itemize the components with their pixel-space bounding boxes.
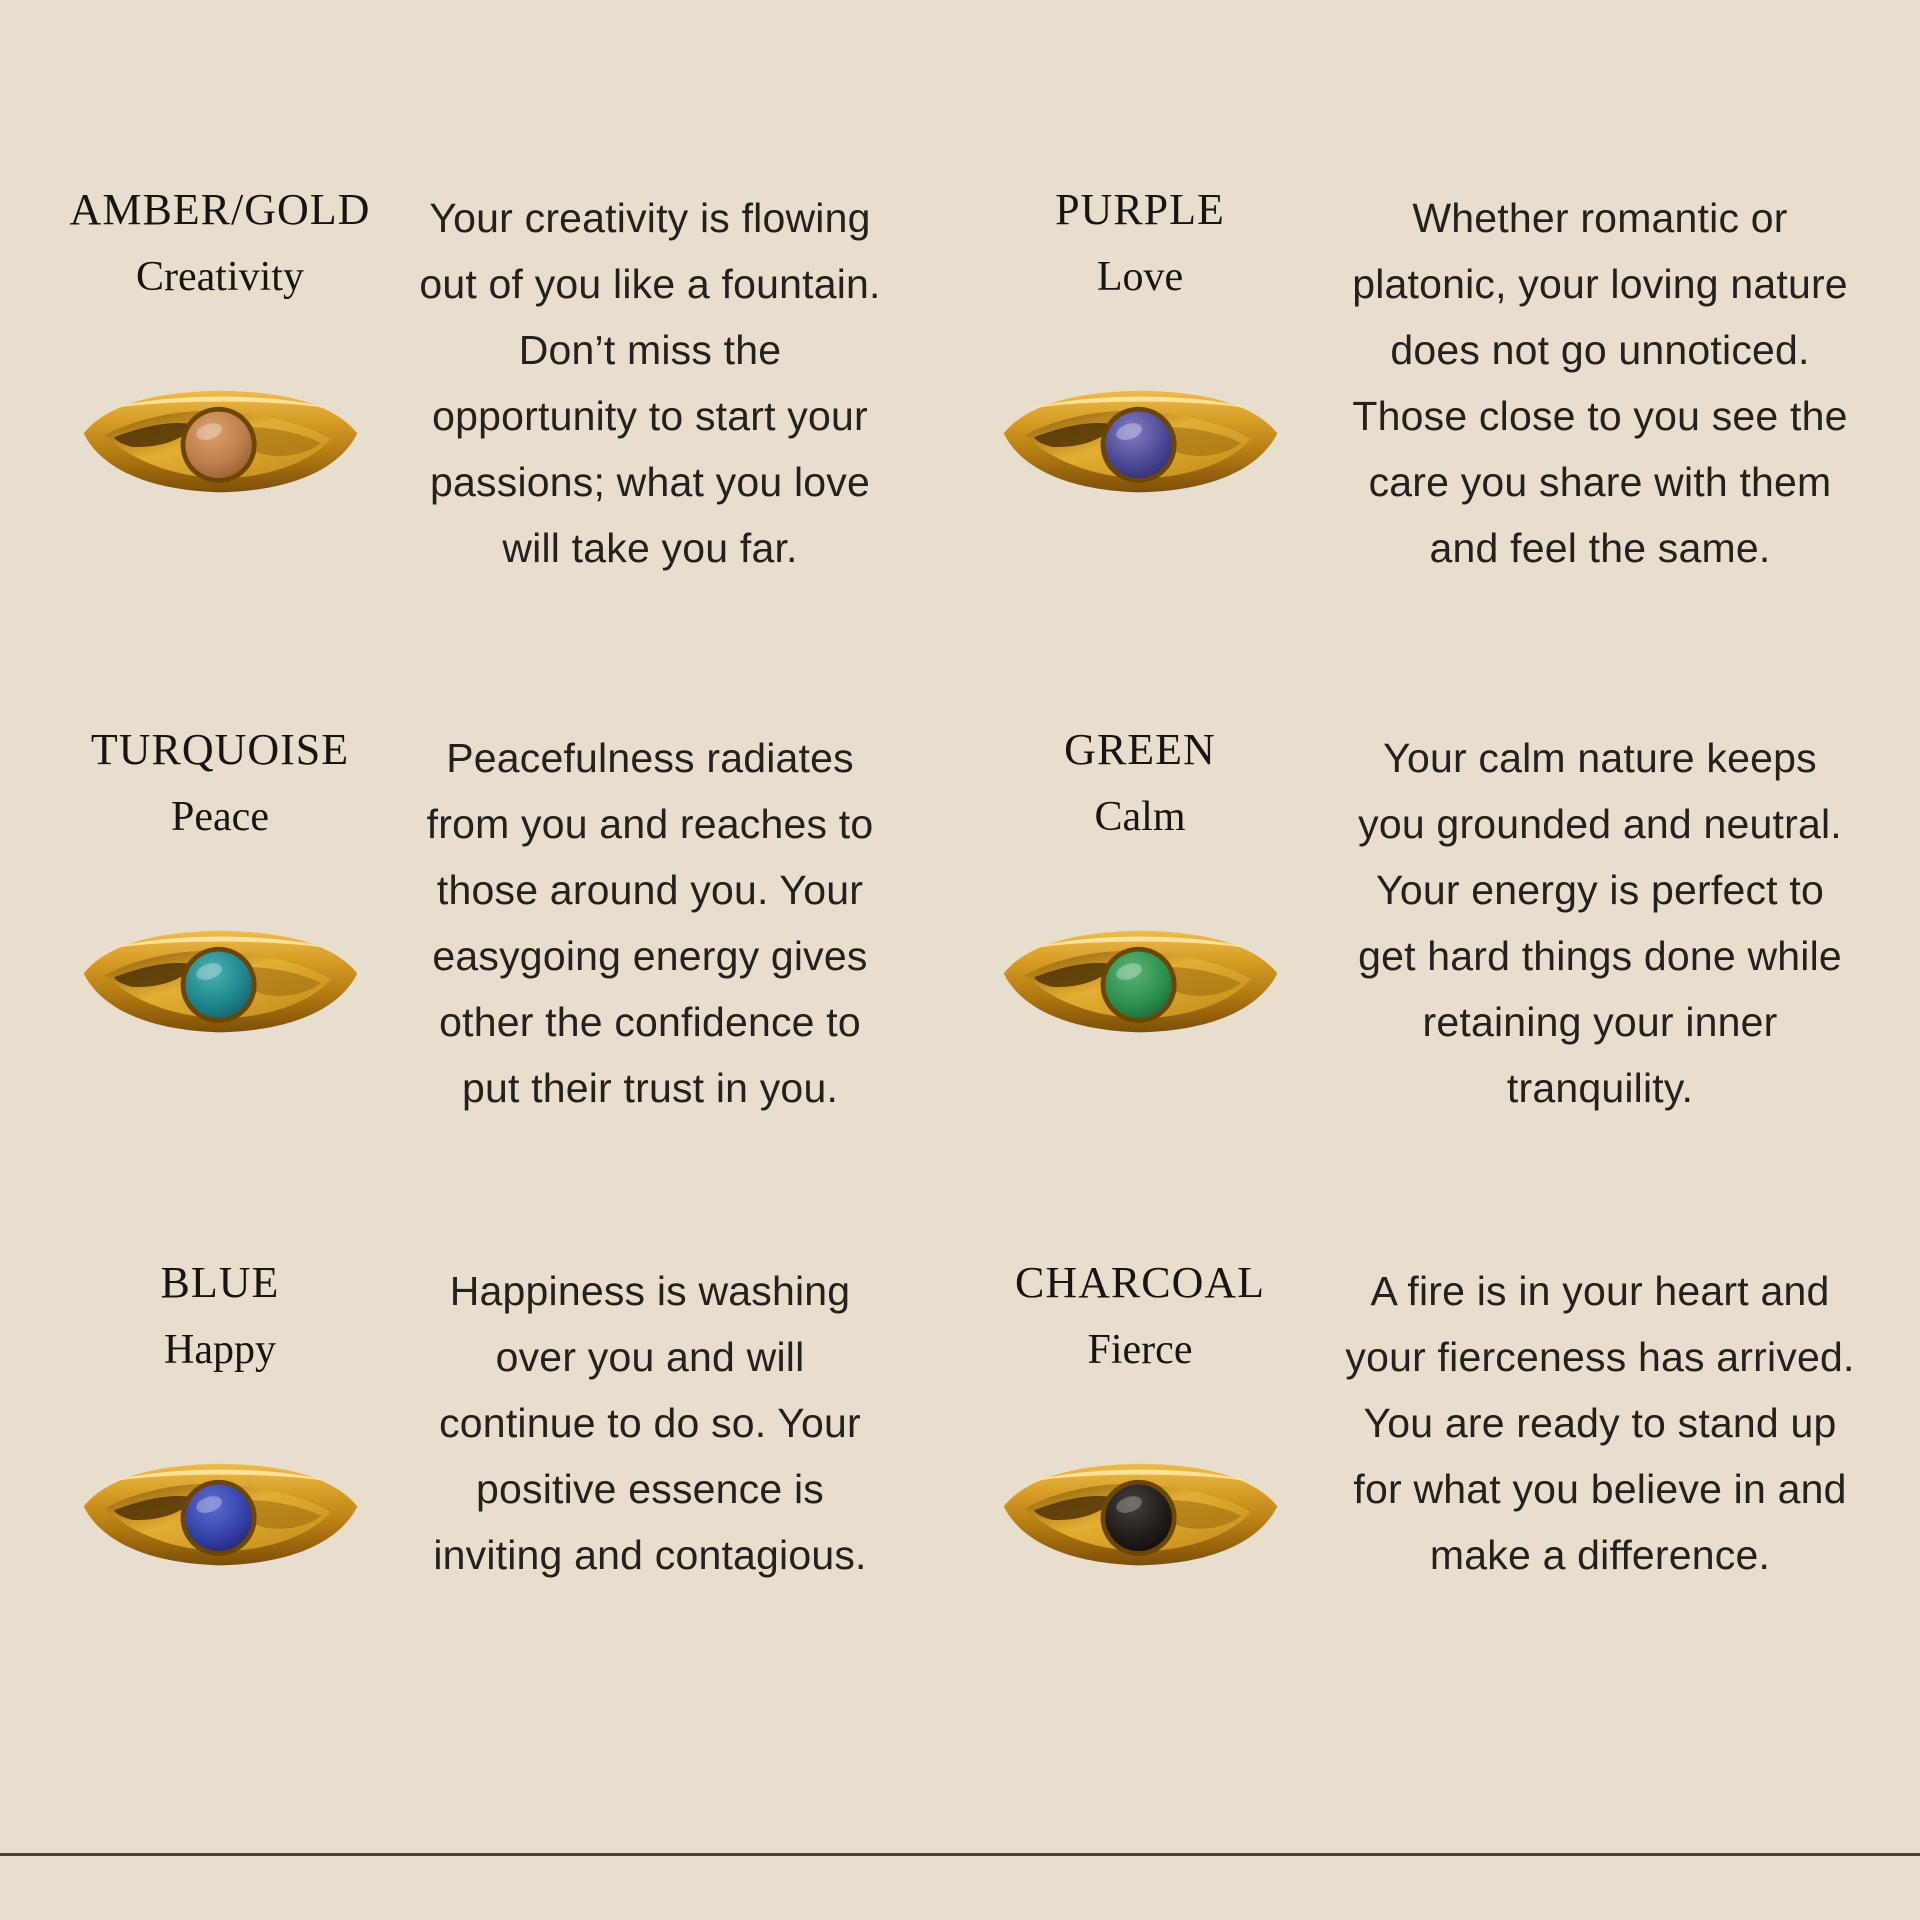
gold-signet-ring-purple-stone-image <box>998 380 1283 504</box>
gold-signet-ring-turquoise-stone-image <box>78 920 363 1044</box>
mood-label: Fierce <box>1087 1327 1193 1373</box>
description-turquoise <box>370 725 930 1121</box>
description-charcoal <box>1320 1258 1880 1588</box>
description-line: You are ready to stand up <box>1363 1400 1837 1446</box>
description-line: and feel the same. <box>1429 525 1771 571</box>
description-line: easygoing energy gives <box>432 933 868 979</box>
row-3 <box>0 1233 1920 1703</box>
description-line: A fire is in your heart and <box>1370 1268 1830 1314</box>
row-1 <box>0 160 1920 630</box>
section-purple <box>955 160 1325 504</box>
description-purple <box>1320 185 1880 581</box>
description-line: passions; what you love <box>430 459 870 505</box>
description-amber-gold <box>370 185 930 581</box>
description-line: retaining your inner <box>1422 999 1778 1045</box>
row-2 <box>0 700 1920 1170</box>
description-line: Your energy is perfect to <box>1376 867 1824 913</box>
section-turquoise <box>40 700 400 1044</box>
description-line: other the confidence to <box>439 999 861 1045</box>
description-line: Happiness is washing <box>449 1268 851 1314</box>
description-line: put their trust in you. <box>461 1065 839 1111</box>
description-line: care you share with them <box>1368 459 1832 505</box>
description-line: those around you. Your <box>436 867 864 913</box>
description-line: will take you far. <box>502 525 798 571</box>
description-line: platonic, your loving nature <box>1352 261 1848 307</box>
color-name-label: AMBER/GOLD <box>69 185 371 234</box>
description-line: from you and reaches to <box>426 801 874 847</box>
color-name-label: BLUE <box>160 1258 280 1307</box>
description-line: opportunity to start your <box>432 393 868 439</box>
description-line: over you and will <box>495 1334 805 1380</box>
description-line: does not go unnoticed. <box>1390 327 1810 373</box>
section-green <box>955 700 1325 1044</box>
description-line: Your calm nature keeps <box>1383 735 1817 781</box>
description-line: for what you believe in and <box>1353 1466 1847 1512</box>
section-charcoal <box>955 1233 1325 1577</box>
description-line: Don’t miss the <box>518 327 782 373</box>
description-line: Peacefulness radiates <box>446 735 854 781</box>
description-line: continue to do so. Your <box>439 1400 861 1446</box>
gold-signet-ring-green-stone-image <box>998 920 1283 1044</box>
section-amber-gold <box>40 160 400 504</box>
description-line: positive essence is <box>476 1466 824 1512</box>
description-line: out of you like a fountain. <box>419 261 881 307</box>
mood-label: Happy <box>164 1327 276 1373</box>
description-line: you grounded and neutral. <box>1358 801 1842 847</box>
description-line: get hard things done while <box>1358 933 1842 979</box>
mood-label: Love <box>1096 254 1184 300</box>
mood-label: Calm <box>1094 794 1186 840</box>
description-line: make a difference. <box>1429 1532 1771 1578</box>
description-line: tranquility. <box>1506 1065 1694 1111</box>
mood-label: Creativity <box>136 254 304 300</box>
description-line: your fierceness has arrived. <box>1345 1334 1855 1380</box>
gold-signet-ring-blue-stone-image <box>78 1453 363 1577</box>
color-name-label: GREEN <box>1064 725 1216 774</box>
section-blue <box>40 1233 400 1577</box>
color-name-label: PURPLE <box>1055 185 1225 234</box>
color-name-label: CHARCOAL <box>1014 1258 1266 1307</box>
gold-signet-ring-black-stone-image <box>998 1453 1283 1577</box>
mood-label: Peace <box>171 794 269 840</box>
description-line: Your creativity is flowing <box>429 195 871 241</box>
color-name-label: TURQUOISE <box>90 725 350 774</box>
gold-signet-ring-amber-stone-image <box>78 380 363 504</box>
description-blue <box>370 1258 930 1588</box>
description-line: inviting and contagious. <box>433 1532 867 1578</box>
description-line: Those close to you see the <box>1352 393 1848 439</box>
description-green <box>1320 725 1880 1121</box>
bottom-divider-line <box>0 1853 1920 1856</box>
description-line: Whether romantic or <box>1412 195 1788 241</box>
